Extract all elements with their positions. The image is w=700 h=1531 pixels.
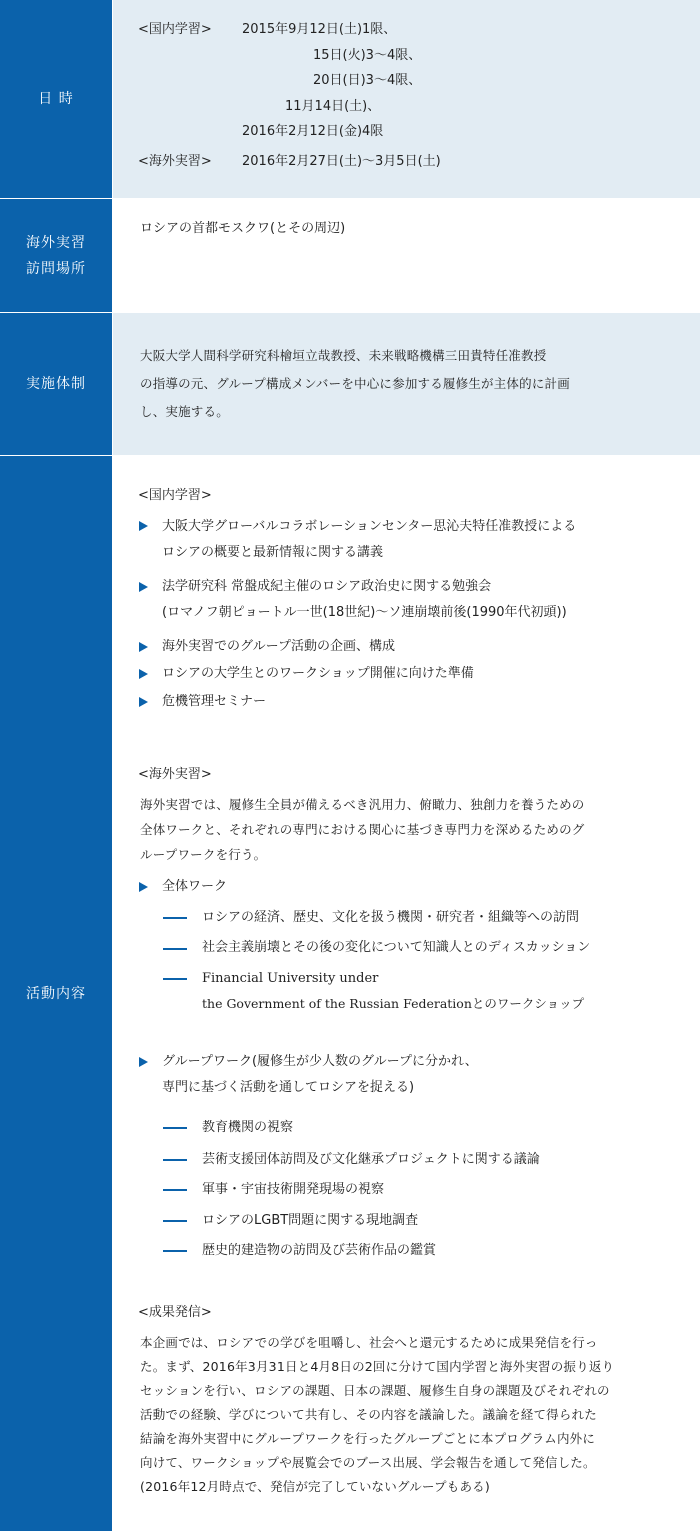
- domestic-item: 法学研究科 常盤成紀主催のロシア政治史に関する勉強会: [162, 579, 492, 594]
- schedule-date: 20日(日)3～4限、: [313, 73, 422, 88]
- dash-bullet-icon: [163, 978, 187, 980]
- organization-line: し、実施する。: [140, 404, 229, 419]
- group-work-item: ロシアのLGBT問題に関する現地調査: [202, 1213, 419, 1228]
- domestic-item: ロシアの大学生とのワークショップ開催に向けた準備: [162, 666, 474, 681]
- results-line: 活動での経験、学びについて共有し、その内容を議論した。議論を経て得られた: [140, 1407, 597, 1422]
- overseas-intro-line: ループワークを行う。: [140, 847, 267, 862]
- label-text: 日 時: [38, 91, 74, 107]
- dash-bullet-icon: [163, 1220, 187, 1222]
- whole-work-item-sub: the Government of the Russian Federationとのワークショップ: [202, 996, 585, 1011]
- label-activities: [0, 456, 112, 1531]
- label-schedule: [0, 0, 112, 198]
- dash-bullet-icon: [163, 1250, 187, 1252]
- schedule-date: 2016年2月12日(金)4限: [242, 124, 384, 139]
- group-work-title: グループワーク(履修生が少人数のグループに分かれ、: [162, 1054, 478, 1069]
- group-work-item: 歴史的建造物の訪問及び芸術作品の鑑賞: [202, 1243, 437, 1258]
- overseas-intro-line: 全体ワークと、それぞれの専門における関心に基づき専門力を深めるためのグ: [140, 822, 585, 837]
- group-work-item: 教育機関の視察: [202, 1120, 294, 1135]
- dash-bullet-icon: [163, 1189, 187, 1191]
- dash-bullet-icon: [163, 1159, 187, 1161]
- label-text: 実施体制: [26, 376, 86, 392]
- label-text: 訪問場所: [26, 260, 86, 277]
- bullet-triangle-icon: [139, 582, 148, 592]
- schedule-domestic-tag: <国内学習>: [138, 22, 212, 37]
- bullet-triangle-icon: [139, 882, 148, 892]
- label-text: 活動内容: [26, 985, 86, 1002]
- dash-bullet-icon: [163, 917, 187, 919]
- activities-domestic-tag: <国内学習>: [138, 488, 212, 503]
- schedule-overseas-date: 2016年2月27日(土)～3月5日(土): [242, 154, 441, 169]
- results-line: 本企画では、ロシアでの学びを咀嚼し、社会へと還元するために成果発信を行っ: [140, 1335, 598, 1350]
- group-work-title-sub: 専門に基づく活動を通してロシアを捉える): [162, 1080, 415, 1095]
- results-line: 結論を海外実習中にグループワークを行ったグループごとに本プログラム内外に: [140, 1431, 596, 1446]
- whole-work-item: ロシアの経済、歴史、文化を扱う機関・研究者・組織等への訪問: [202, 910, 580, 925]
- bullet-triangle-icon: [139, 697, 148, 707]
- bullet-triangle-icon: [139, 1057, 148, 1067]
- domestic-item-sub: ロシアの概要と最新情報に関する講義: [162, 545, 384, 560]
- whole-work-item: Financial University under: [202, 971, 379, 986]
- overseas-intro-line: 海外実習では、履修生全員が備えるべき汎用力、俯瞰力、独創力を養うための: [140, 797, 585, 812]
- activities-overseas-tag: <海外実習>: [138, 767, 212, 782]
- dash-bullet-icon: [163, 1127, 187, 1129]
- bullet-triangle-icon: [139, 642, 148, 652]
- domestic-item: 大阪大学グローバルコラボレーションセンター思沁夫特任准教授による: [162, 519, 577, 534]
- bullet-triangle-icon: [139, 521, 148, 531]
- schedule-date: 11月14日(土)、: [285, 99, 381, 114]
- whole-work-item: 社会主義崩壊とその後の変化について知識人とのディスカッション: [202, 940, 591, 955]
- bullet-triangle-icon: [139, 669, 148, 679]
- schedule-date: 15日(火)3～4限、: [313, 48, 422, 63]
- dash-bullet-icon: [163, 948, 187, 950]
- group-work-item: 芸術支援団体訪問及び文化継承プロジェクトに関する議論: [202, 1152, 540, 1167]
- domestic-item: 危機管理セミナー: [162, 694, 267, 709]
- schedule-overseas-tag: <海外実習>: [138, 154, 212, 169]
- results-line: (2016年12月時点で、発信が完了していないグループもある): [140, 1479, 490, 1494]
- results-line: セッションを行い、ロシアの課題、日本の課題、履修生自身の課題及びそれぞれの: [140, 1383, 610, 1398]
- group-work-item: 軍事・宇宙技術開発現場の視察: [202, 1182, 385, 1197]
- whole-work-title: 全体ワーク: [162, 879, 228, 894]
- label-organization: [0, 313, 112, 455]
- activities-results-tag: <成果発信>: [138, 1305, 212, 1320]
- domestic-item-sub: (ロマノフ朝ピョートル一世(18世紀)～ソ連崩壊前後(1990年代初頭)): [162, 605, 567, 620]
- results-line: 向けて、ワークショップや展覧会でのブース出展、学会報告を通して発信した。: [140, 1455, 596, 1470]
- organization-line: 大阪大学人間科学研究科檜垣立哉教授、未来戦略機構三田貴特任准教授: [140, 348, 547, 363]
- label-visit-place: [0, 199, 112, 312]
- schedule-date: 2015年9月12日(土)1限、: [242, 22, 397, 37]
- domestic-item: 海外実習でのグループ活動の企画、構成: [162, 639, 395, 654]
- organization-line: の指導の元、グループ構成メンバーを中心に参加する履修生が主体的に計画: [140, 376, 570, 391]
- visit-place-text: ロシアの首都モスクワ(とその周辺): [140, 221, 346, 236]
- results-line: た。まず、2016年3月31日と4月8日の2回に分けて国内学習と海外実習の振り返り: [140, 1359, 615, 1374]
- label-text: 海外実習: [26, 234, 86, 251]
